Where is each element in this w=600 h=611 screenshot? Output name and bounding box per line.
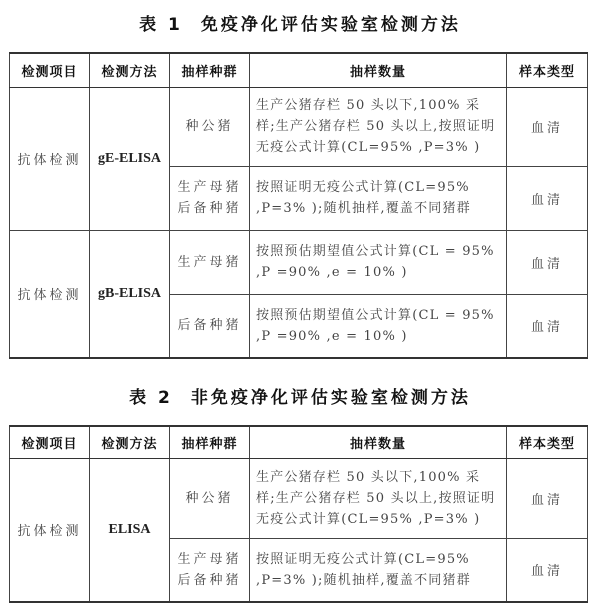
header-sampling-quantity: 抽样数量 xyxy=(250,426,507,458)
table1 xyxy=(9,52,588,359)
sample-type-cell: 血清 xyxy=(507,458,588,538)
header-sampling-population: 抽样种群 xyxy=(170,53,250,87)
test-item-cell: 抗体检测 xyxy=(10,230,90,358)
sampling-population-cell: 生产母猪 xyxy=(170,230,250,294)
sampling-quantity-cell: 按照预估期望值公式计算(CL = 95% ,P =90% ,e = 10% ) xyxy=(250,230,507,294)
sampling-population-cell: 生产母猪 后备种猪 xyxy=(170,538,250,602)
table-row xyxy=(10,230,588,294)
sampling-quantity-cell: 按照证明无疫公式计算(CL=95% ,P=3% );随机抽样,覆盖不同猪群 xyxy=(250,166,507,230)
test-method-cell: gE-ELISA xyxy=(90,87,170,230)
header-test-method: 检测方法 xyxy=(90,426,170,458)
table2-caption-title: 非免疫净化评估实验室检测方法 xyxy=(190,388,471,408)
header-sample-type: 样本类型 xyxy=(507,426,588,458)
header-sampling-quantity: 抽样数量 xyxy=(250,53,507,87)
sampling-quantity-cell: 按照预估期望值公式计算(CL = 95% ,P =90% ,e = 10% ) xyxy=(250,294,507,358)
table-row xyxy=(10,87,588,166)
sample-type-cell: 血清 xyxy=(507,166,588,230)
sample-type-cell: 血清 xyxy=(507,87,588,166)
sampling-population-cell: 种公猪 xyxy=(170,87,250,166)
sample-type-cell: 血清 xyxy=(507,294,588,358)
table-row xyxy=(10,458,588,538)
test-method-cell: ELISA xyxy=(90,458,170,602)
sampling-quantity-cell: 生产公猪存栏 50 头以下,100% 采样;生产公猪存栏 50 头以上,按照证明无疫公式计算(CL=95% ,P=3% ) xyxy=(250,458,507,538)
table1-caption-number: 表 1 xyxy=(139,15,183,35)
sampling-population-cell: 生产母猪 后备种猪 xyxy=(170,166,250,230)
table2 xyxy=(9,425,588,603)
table1-header-row xyxy=(10,53,588,87)
sampling-population-cell: 种公猪 xyxy=(170,458,250,538)
table1-caption xyxy=(0,10,600,35)
test-item-cell: 抗体检测 xyxy=(10,458,90,602)
table1-caption-title: 免疫净化评估实验室检测方法 xyxy=(200,15,461,35)
table2-header-row xyxy=(10,426,588,458)
sample-type-cell: 血清 xyxy=(507,538,588,602)
test-item-cell: 抗体检测 xyxy=(10,87,90,230)
header-test-item: 检测项目 xyxy=(10,53,90,87)
sampling-quantity-cell: 按照证明无疫公式计算(CL=95% ,P=3% );随机抽样,覆盖不同猪群 xyxy=(250,538,507,602)
test-method-cell: gB-ELISA xyxy=(90,230,170,358)
header-sample-type: 样本类型 xyxy=(507,53,588,87)
sample-type-cell: 血清 xyxy=(507,230,588,294)
sampling-population-cell: 后备种猪 xyxy=(170,294,250,358)
table2-caption xyxy=(0,383,600,408)
header-sampling-population: 抽样种群 xyxy=(170,426,250,458)
header-test-item: 检测项目 xyxy=(10,426,90,458)
sampling-quantity-cell: 生产公猪存栏 50 头以下,100% 采样;生产公猪存栏 50 头以上,按照证明无疫公式计算(CL=95% ,P=3% ) xyxy=(250,87,507,166)
table2-caption-number: 表 2 xyxy=(129,388,173,408)
header-test-method: 检测方法 xyxy=(90,53,170,87)
